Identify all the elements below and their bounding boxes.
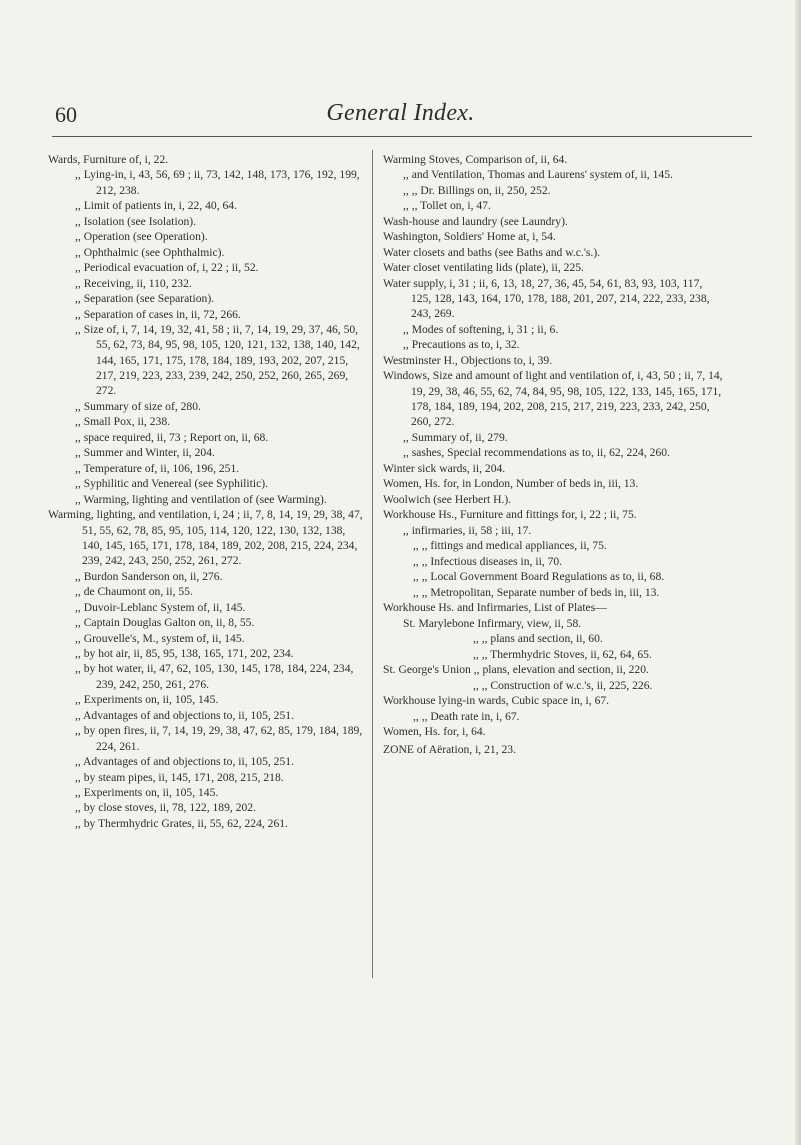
index-entry: ,, Separation of cases in, ii, 72, 266. [75, 307, 241, 321]
index-entry: ,, Temperature of, ii, 106, 196, 251. [75, 461, 240, 475]
index-entry: ,, sashes, Special recommendations as to, ii, 62, 224, 260. [403, 446, 670, 460]
index-entry: Wash-house and laundry (see Laundry). [383, 214, 568, 228]
index-entry: ,, Ophthalmic (see Ophthalmic). [75, 245, 225, 259]
index-entry: Women, Hs. for, i, 64. [383, 724, 486, 738]
index-entry: ,, ,, Dr. Billings on, ii, 250, 252. [403, 183, 551, 197]
index-entry: Woolwich (see Herbert H.). [383, 492, 512, 506]
index-entry: ,, Duvoir-Leblanc System of, ii, 145. [75, 600, 246, 614]
index-entry: Workhouse Hs., Furniture and fittings for, i, 22 ; ii, 75. [383, 508, 637, 522]
index-entry: ,, Lying-in, i, 43, 56, 69 ; ii, 73, 142, 148, 173, 176, 192, 199, 212, 238. [75, 168, 360, 197]
index-entry: ZONE of Aëration, i, 21, 23. [383, 743, 516, 757]
index-entry: ,, Warming, lighting and ventilation of (see Warming). [75, 492, 327, 506]
index-entry: Washington, Soldiers' Home at, i, 54. [383, 230, 556, 244]
index-entry: ,, Small Pox, ii, 238. [75, 415, 171, 429]
index-entry: Windows, Size and amount of light and ventilation of, i, 43, 50 ; ii, 7, 14, 19, 29, 38, 46, 55, 62, 74, 84, 95, 98, 105, 122, 133, 145, 165, 171, 178, 184, 189, 194, 202, 208, 215, 217, 219, 223, 233, 242, 250, 260, 272. [383, 369, 723, 429]
index-entry: ,, ,, Metropolitan, Separate number of beds in, iii, 13. [413, 585, 660, 599]
index-entry: ,, ,, Thermhydric Stoves, ii, 62, 64, 65. [473, 647, 652, 661]
index-entry: ,, de Chaumont on, ii, 55. [75, 585, 193, 599]
index-entry: ,, Captain Douglas Galton on, ii, 8, 55. [75, 616, 255, 630]
index-entry: ,, Operation (see Operation). [75, 230, 208, 244]
index-entry: Warming, lighting, and ventilation, i, 24 ; ii, 7, 8, 14, 19, 29, 38, 47, 51, 55, 62, 78, 85, 95, 105, 114, 120, 122, 130, 132, 138, 140, 145, 165, 171, 178, 184, 189, 202, 208, 215, 224, 234, 239, 242, 243, 250, 252, 261, 272. [48, 508, 363, 568]
index-entry: ,, Experiments on, ii, 105, 145. [75, 785, 219, 799]
index-entry: ,, ,, Construction of w.c.'s, ii, 225, 226. [473, 678, 653, 692]
index-entry: ,, Summary of size of, 280. [75, 399, 201, 413]
page-number: 60 [55, 102, 77, 127]
index-entry: ,, Size of, i, 7, 14, 19, 32, 41, 58 ; ii, 7, 14, 19, 29, 37, 46, 50, 55, 62, 73, 84, 95, 98, 105, 120, 121, 132, 138, 140, 142, 144, 165, 171, 175, 178, 184, 189, 193, 202, 207, 215, 217, 219, 223, 233, 239, 242, 250, 252, 260, 265, 269, 272. [75, 323, 360, 398]
index-entry: ,, Receiving, ii, 110, 232. [75, 276, 192, 290]
index-entry: ,, ,, Death rate in, i, 67. [413, 709, 520, 723]
index-entry: ,, by open fires, ii, 7, 14, 19, 29, 38, 47, 62, 85, 179, 184, 189, 224, 261. [75, 724, 363, 753]
index-entry: Warming Stoves, Comparison of, ii, 64. [383, 153, 568, 166]
index-entry: ,, Periodical evacuation of, i, 22 ; ii, 52. [75, 261, 259, 275]
index-entry: Water closet ventilating lids (plate), ii, 225. [383, 261, 584, 275]
index-entry: ,, Experiments on, ii, 105, 145. [75, 693, 219, 707]
page-title: General Index. [326, 100, 475, 126]
index-entry: ,, by hot air, ii, 85, 95, 138, 165, 171, 202, 234. [75, 647, 294, 660]
right-index-column [383, 152, 723, 758]
index-entry: ,, by hot water, ii, 47, 62, 105, 130, 145, 178, 184, 224, 234, 239, 242, 250, 261, 276. [75, 662, 354, 691]
index-entry: ,, Precautions as to, i, 32. [403, 338, 520, 352]
column-divider [372, 150, 373, 978]
index-entry: St. Marylebone Infirmary, view, ii, 58. [403, 616, 582, 630]
header-rule [52, 136, 752, 137]
index-entry: Wards, Furniture of, i, 22. [48, 153, 169, 166]
index-entry: ,, Grouvelle's, M., system of, ii, 145. [75, 631, 245, 645]
page-edge-shadow [795, 0, 801, 1145]
index-entry: ,, ,, fittings and medical appliances, ii, 75. [413, 539, 607, 553]
index-entry: Workhouse Hs. and Infirmaries, List of Plates— [383, 601, 607, 615]
index-entry: Workhouse lying-in wards, Cubic space in, i, 67. [383, 694, 610, 708]
index-entry: ,, Isolation (see Isolation). [75, 214, 197, 228]
index-entry: ,, infirmaries, ii, 58 ; iii, 17. [403, 523, 532, 537]
index-entry: ,, ,, plans and section, ii, 60. [473, 632, 603, 646]
index-entry: ,, Advantages of and objections to, ii, 105, 251. [75, 708, 294, 722]
index-entry: ,, and Ventilation, Thomas and Laurens' system of, ii, 145. [403, 168, 673, 182]
index-entry: ,, space required, ii, 73 ; Report on, ii, 68. [75, 430, 269, 444]
index-entry: ,, by steam pipes, ii, 145, 171, 208, 215, 218. [75, 770, 284, 784]
index-entry: ,, Summary of, ii, 279. [403, 430, 508, 444]
index-entry: ,, Summer and Winter, ii, 204. [75, 446, 215, 460]
left-index-column [48, 152, 368, 831]
index-entry: ,, ,, Tollet on, i, 47. [403, 199, 491, 213]
index-entry: Water closets and baths (see Baths and w.c.'s.). [383, 245, 601, 259]
index-entry: ,, Burdon Sanderson on, ii, 276. [75, 569, 223, 583]
index-entry: ,, Modes of softening, i, 31 ; ii, 6. [403, 322, 559, 336]
index-entry: ,, ,, Local Government Board Regulations as to, ii, 68. [413, 570, 665, 584]
index-entry: St. George's Union ,, plans, elevation and section, ii, 220. [383, 663, 649, 677]
index-entry: ,, Limit of patients in, i, 22, 40, 64. [75, 199, 237, 213]
index-entry: ,, ,, Infectious diseases in, ii, 70. [413, 554, 563, 568]
index-entry: ,, Separation (see Separation). [75, 292, 215, 306]
index-entry: Women, Hs. for, in London, Number of beds in, iii, 13. [383, 477, 639, 491]
index-entry: ,, Syphilitic and Venereal (see Syphilitic). [75, 477, 268, 491]
index-entry: ,, Advantages of and objections to, ii, 105, 251. [75, 755, 294, 769]
index-entry: ,, by Thermhydric Grates, ii, 55, 62, 224, 261. [75, 816, 288, 830]
index-entry: ,, by close stoves, ii, 78, 122, 189, 202. [75, 801, 256, 815]
index-entry: Westminster H., Objections to, i, 39. [383, 353, 553, 367]
index-entry: Water supply, i, 31 ; ii, 6, 13, 18, 27, 36, 45, 54, 61, 83, 93, 103, 117, 125, 128, 143, 164, 170, 178, 188, 201, 207, 214, 222, 233, 238, 243, 269. [383, 276, 710, 321]
index-entry: Winter sick wards, ii, 204. [383, 461, 506, 475]
